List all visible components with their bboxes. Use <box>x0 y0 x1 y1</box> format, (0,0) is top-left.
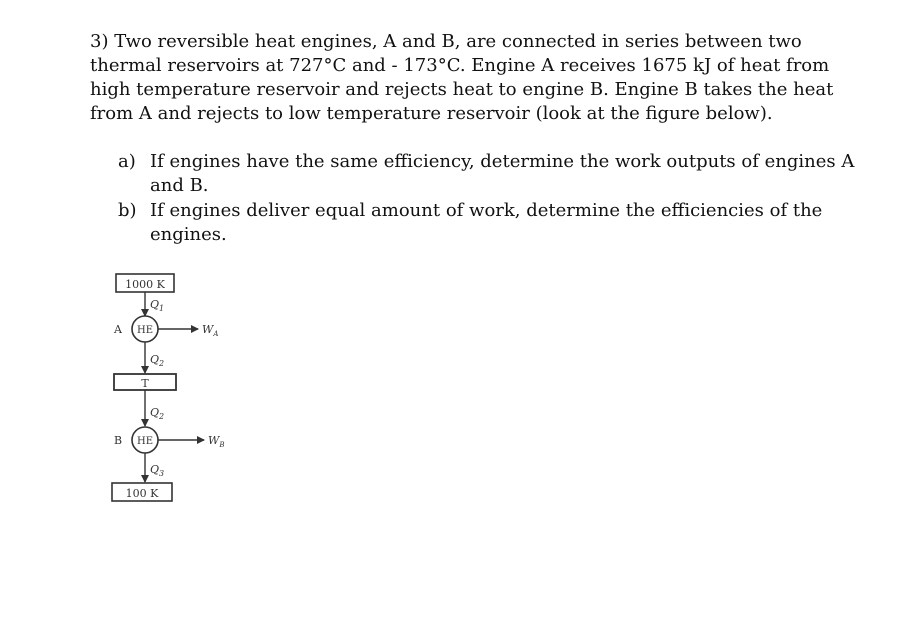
problem-line-4: from A and rejects to low temperature reservoir (look at the figure below). <box>90 103 773 124</box>
q2-upper-label: $Q_2$ <box>150 353 165 368</box>
sub-questions <box>118 150 855 248</box>
sub-question-a <box>118 150 855 197</box>
cold-reservoir <box>112 483 172 501</box>
sub-question-text: If engines have the same efficiency, determine the work outputs of engines A and B. <box>150 151 855 196</box>
hot-reservoir <box>116 274 174 292</box>
sub-question-marker: b) <box>118 200 137 221</box>
engine-a-label: A <box>114 323 122 336</box>
sub-question-b <box>118 199 823 246</box>
q1-label: $Q_1$ <box>150 298 165 313</box>
sub-question-text: If engines deliver equal amount of work, determine the efficiencies of the engines. <box>150 200 823 245</box>
sub-question-marker: a) <box>118 151 136 172</box>
engine-b-he: HE <box>136 436 154 447</box>
intermediate-reservoir <box>114 374 176 390</box>
q3-label: $Q_3$ <box>150 463 165 478</box>
problem-number: 3) <box>90 31 109 52</box>
heat-engine-diagram <box>100 268 270 518</box>
engine-b <box>114 427 158 453</box>
q2-lower-label: $Q_2$ <box>150 406 165 421</box>
problem-line-1: 3) Two reversible heat engines, A and B, are connected in series between two <box>90 31 802 52</box>
wa-label: $W_A$ <box>202 323 219 338</box>
hot-reservoir-label: 1000 K <box>125 278 165 291</box>
cold-reservoir-label: 100 K <box>125 487 159 500</box>
problem-line-3: high temperature reservoir and rejects heat to engine B. Engine B takes the heat <box>90 79 834 100</box>
engine-a-he: HE <box>136 325 154 336</box>
engine-b-label: B <box>113 434 123 447</box>
problem-statement <box>90 30 834 126</box>
wb-label: $W_B$ <box>208 434 225 449</box>
intermediate-label: T <box>141 377 149 390</box>
engine-a <box>113 316 158 342</box>
problem-line-2: thermal reservoirs at 727°C and - 173°C. Engine A receives 1675 kJ of heat from <box>90 55 830 76</box>
